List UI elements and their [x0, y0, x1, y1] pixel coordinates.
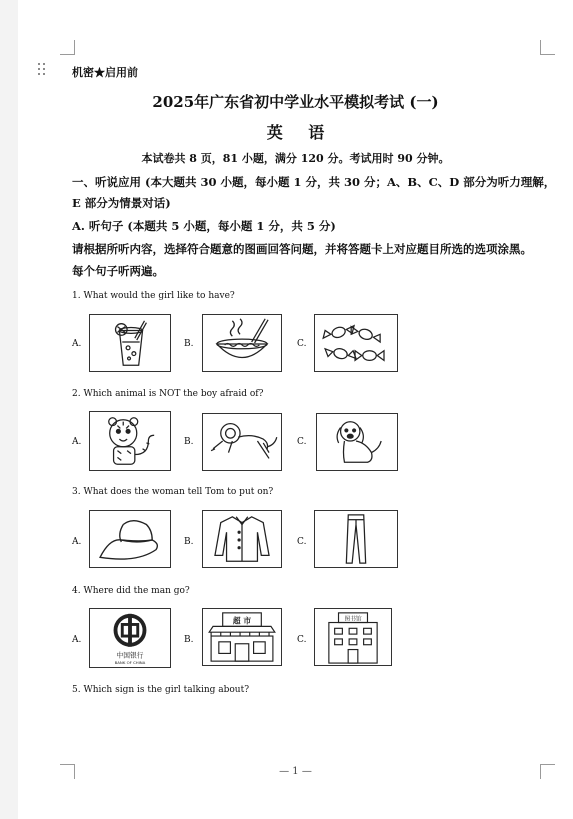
q2-option-c-label: C.	[297, 437, 307, 447]
question-4-text: 4. Where did the man go?	[72, 586, 190, 596]
bank-name-en: BANK OF CHINA	[114, 660, 146, 666]
q3-option-a-hat[interactable]	[89, 510, 171, 568]
library-sign: 图书馆	[344, 616, 362, 623]
q2-option-b-label: B.	[184, 437, 194, 447]
q3-option-b-label: B.	[184, 537, 194, 547]
question-3-text: 3. What does the woman tell Tom to put on?	[72, 487, 274, 497]
section-heading-line2: E 部分为情景对话)	[72, 196, 171, 210]
bank-name-cn: 中国银行	[116, 651, 144, 660]
exam-title: 2025年广东省初中学业水平模拟考试 (一)	[152, 93, 439, 111]
section-heading-line1: 一、听说应用 (本大题共 30 小题，每小题 1 分，共 30 分；A、B、C、D 部分为听力理解，	[72, 175, 556, 189]
q1-option-c-candies[interactable]	[314, 314, 398, 372]
subject-title: 英 语	[266, 123, 335, 142]
q1-option-b-noodle-bowl[interactable]	[202, 314, 282, 372]
q4-option-c-label: C.	[297, 635, 307, 645]
document-page	[18, 0, 573, 819]
q1-option-b-label: B.	[184, 339, 194, 349]
part-a-heading: A. 听句子 (本题共 5 小题，每小题 1 分，共 5 分)	[72, 219, 336, 233]
q4-option-c-library[interactable]	[314, 608, 392, 666]
crop-mark-top-right	[540, 40, 555, 55]
crop-mark-top-left	[60, 40, 75, 55]
q4-option-a-label: A.	[72, 635, 82, 645]
q4-option-b-supermarket[interactable]	[202, 608, 282, 666]
q3-option-c-trousers[interactable]	[314, 510, 398, 568]
page-number: — 1 —	[279, 766, 312, 777]
q4-option-b-label: B.	[184, 635, 194, 645]
q2-option-b-lion[interactable]	[202, 413, 282, 471]
q3-option-c-label: C.	[297, 537, 307, 547]
q1-option-c-label: C.	[297, 339, 307, 349]
instruction-line2: 每个句子听两遍。	[72, 264, 164, 278]
supermarket-sign: 超 市	[232, 616, 252, 626]
question-1-text: 1. What would the girl like to have?	[72, 291, 235, 301]
q2-option-a-tiger[interactable]	[89, 411, 171, 471]
q4-option-a-bank-of-china[interactable]	[89, 608, 171, 668]
q2-option-c-dog[interactable]	[316, 413, 398, 471]
question-5-text: 5. Which sign is the girl talking about?	[72, 685, 250, 695]
q1-option-a-juice-drink[interactable]	[89, 314, 171, 372]
bank-of-china-logo-icon	[116, 614, 145, 647]
q2-option-a-label: A.	[72, 437, 82, 447]
question-2-text: 2. Which animal is NOT the boy afraid of?	[72, 389, 264, 399]
q1-option-a-label: A.	[72, 339, 82, 349]
q3-option-b-jacket[interactable]	[202, 510, 282, 568]
drag-handle-icon[interactable]	[38, 63, 48, 77]
confidential-label: 机密★启用前	[72, 66, 138, 79]
instruction-line1: 请根据所听内容，选择符合题意的图画回答问题，并将答题卡上对应题目所选的选项涂黑。	[72, 242, 532, 256]
q3-option-a-label: A.	[72, 537, 82, 547]
exam-info: 本试卷共 8 页，81 小题，满分 120 分。考试用时 90 分钟。	[141, 152, 450, 165]
